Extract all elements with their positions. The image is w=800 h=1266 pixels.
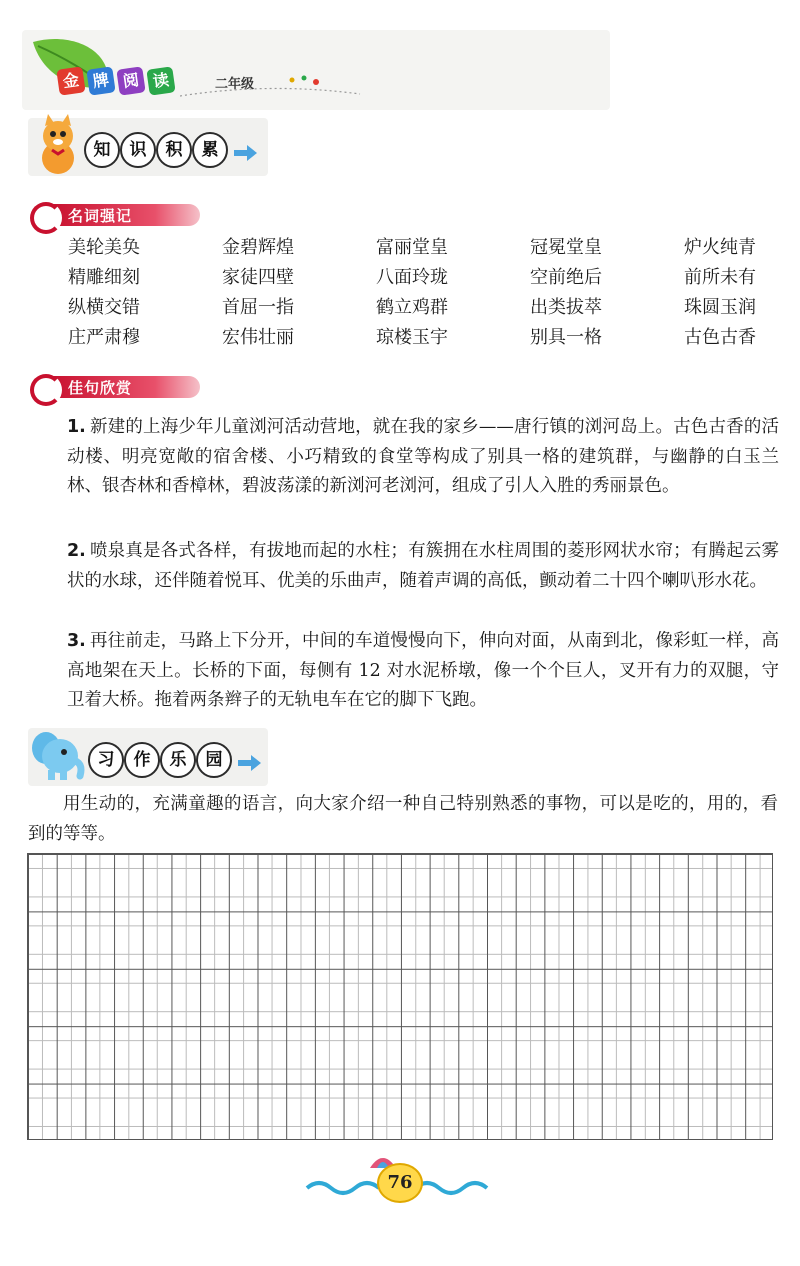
vocab-word: 琼楼玉宇 xyxy=(376,327,448,348)
knowledge-title-char-3: 积 xyxy=(156,132,192,168)
vocab-word: 炉火纯青 xyxy=(684,237,756,258)
vocab-word: 纵横交错 xyxy=(68,297,140,318)
writing-title-char-2: 作 xyxy=(124,742,160,778)
vocab-word: 宏伟壮丽 xyxy=(222,327,294,348)
vocab-word: 富丽堂皇 xyxy=(376,237,448,258)
writing-title-char-4: 园 xyxy=(196,742,232,778)
swirl-icon xyxy=(30,202,62,234)
sentence-text: 喷泉真是各式各样，有拔地而起的水柱；有簇拥在水柱周围的菱形网状水帘；有腾起云雾状的水球，还伴随着悦耳、优美的乐曲声，随着声调的高低，颤动着二十四个喇叭形水花。 xyxy=(67,541,779,591)
knowledge-title-char-1: 知 xyxy=(84,132,120,168)
sentence-1 xyxy=(67,413,779,502)
sentence-2 xyxy=(67,537,779,596)
writing-prompt: 用生动的，充满童趣的语言，向大家介绍一种自己特别熟悉的事物，可以是吃的，用的，看到的等等。 xyxy=(28,794,778,844)
writing-title-char-1: 习 xyxy=(88,742,124,778)
brand-char-4: 读 xyxy=(146,66,175,95)
vocab-word: 家徒四壁 xyxy=(222,267,294,288)
writing-title-char-3: 乐 xyxy=(160,742,196,778)
brand-char-1: 金 xyxy=(56,66,85,95)
sentence-3 xyxy=(67,627,779,716)
vocab-word: 空前绝后 xyxy=(530,267,602,288)
knowledge-title-char-2: 识 xyxy=(120,132,156,168)
terms-subhead-label: 名词强记 xyxy=(68,207,133,225)
terms-subhead xyxy=(30,202,210,228)
vocab-word: 古色古香 xyxy=(684,327,756,348)
vocab-word: 别具一格 xyxy=(530,327,602,348)
vocab-word: 庄严肃穆 xyxy=(68,327,140,348)
vocab-word: 鹤立鸡群 xyxy=(376,297,448,318)
brand-char-3: 阅 xyxy=(116,66,145,95)
elephant-mascot-icon xyxy=(26,726,86,782)
writing-grid[interactable] xyxy=(27,853,773,1140)
vocab-word: 出类拔萃 xyxy=(530,297,602,318)
cat-mascot-icon xyxy=(32,114,84,176)
brand-char-2: 牌 xyxy=(86,66,115,95)
vocab-word: 金碧辉煌 xyxy=(222,237,294,258)
arrow-right-icon xyxy=(234,150,248,156)
vocab-word: 美轮美奂 xyxy=(68,237,140,258)
vocab-grid xyxy=(68,236,778,349)
sentence-number: 2. xyxy=(67,541,86,561)
dotted-decoration-icon xyxy=(180,74,365,102)
sentences-subhead-label: 佳句欣赏 xyxy=(68,379,133,397)
knowledge-title-char-4: 累 xyxy=(192,132,228,168)
sentence-text: 新建的上海少年儿童浏河活动营地，就在我的家乡——唐行镇的浏河岛上。古色古香的活动楼、明亮宽敞的宿舍楼、小巧精致的食堂等构成了别具一格的建筑群，与幽静的白玉兰林、银杏林和香樟林，碧波荡漾的新浏河老浏河，组成了引人入胜的秀丽景色。 xyxy=(67,417,779,496)
sentence-text: 再往前走，马路上下分开，中间的车道慢慢向下，伸向对面，从南到北，像彩虹一样，高高地架在天上。长桥的下面，每侧有 12 对水泥桥墩，像一个个巨人，叉开有力的双腿，守卫着大桥。拖着两条辫子的无轨电车在它的脚下飞跑。 xyxy=(67,631,779,710)
sentence-number: 3. xyxy=(67,631,86,651)
sentence-number: 1. xyxy=(67,417,86,437)
page-number: 76 xyxy=(377,1163,423,1203)
arrow-right-icon xyxy=(238,760,252,766)
vocab-word: 八面玲珑 xyxy=(376,267,448,288)
vocab-word: 前所未有 xyxy=(684,267,756,288)
vocab-word: 珠圆玉润 xyxy=(684,297,756,318)
sentences-subhead xyxy=(30,374,210,400)
swirl-icon xyxy=(30,374,62,406)
vocab-word: 精雕细刻 xyxy=(68,267,140,288)
vocab-word: 冠冕堂皇 xyxy=(530,237,602,258)
vocab-word: 首屈一指 xyxy=(222,297,294,318)
grade-label: 二年级 xyxy=(215,77,255,92)
